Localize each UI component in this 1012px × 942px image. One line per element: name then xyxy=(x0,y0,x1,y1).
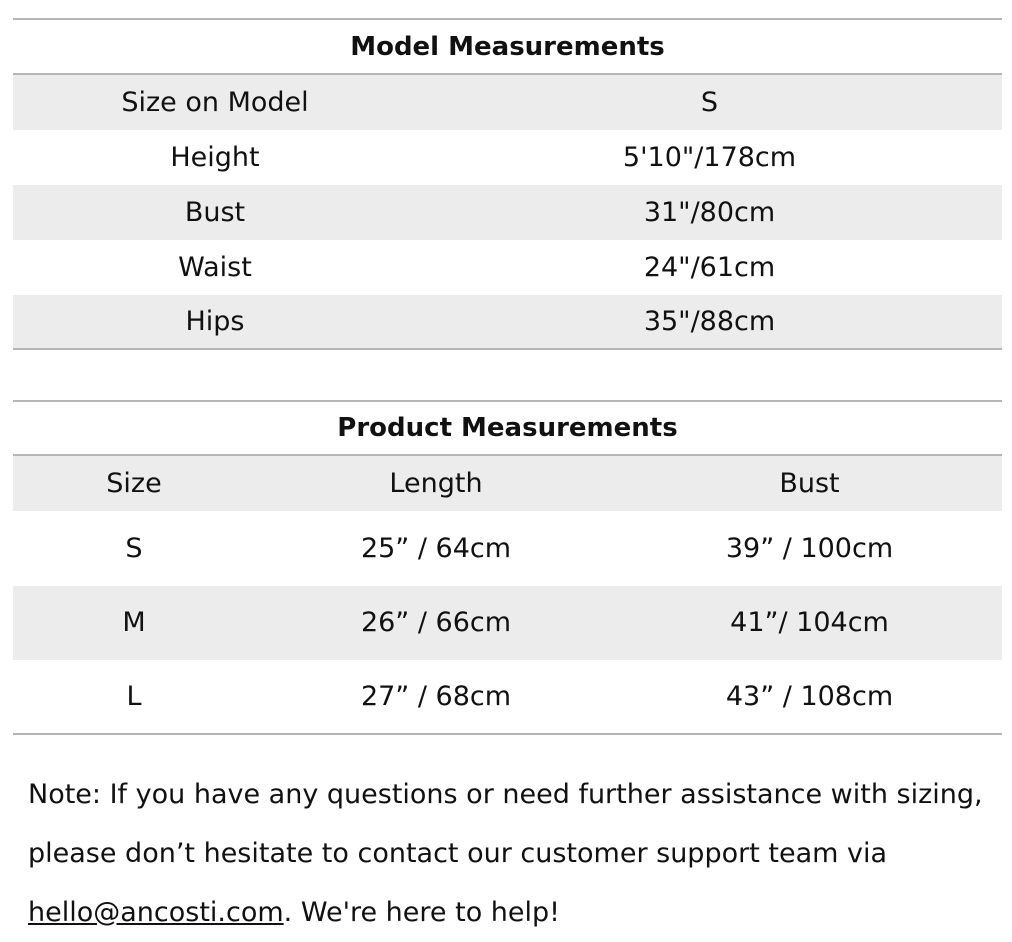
table-row xyxy=(13,75,1002,130)
column-header-length: Length xyxy=(389,468,483,499)
length-cell: 27” / 68cm xyxy=(360,680,512,712)
size-cell: S xyxy=(125,532,143,564)
bust-cell: 43” / 108cm xyxy=(725,680,894,712)
row-value: 35"/88cm xyxy=(643,306,776,337)
size-cell: L xyxy=(126,680,142,712)
column-header-size: Size xyxy=(106,468,162,499)
row-label: Bust xyxy=(184,197,246,228)
row-label: Size on Model xyxy=(121,87,309,118)
length-cell: 25” / 64cm xyxy=(360,532,512,564)
column-header-bust: Bust xyxy=(779,468,840,499)
row-value: 24"/61cm xyxy=(643,252,776,283)
table-row xyxy=(13,240,1002,295)
table-row xyxy=(13,295,1002,350)
row-label: Height xyxy=(170,142,260,173)
model-measurements-table xyxy=(13,18,1002,350)
row-label: Hips xyxy=(185,306,245,337)
length-cell: 26” / 66cm xyxy=(360,607,512,639)
sizing-note xyxy=(28,765,998,942)
table-row xyxy=(13,586,1002,661)
bust-cell: 41”/ 104cm xyxy=(730,607,889,639)
table-row xyxy=(13,185,1002,240)
model-measurements-title: Model Measurements xyxy=(13,18,1002,75)
row-value: 31"/80cm xyxy=(643,197,776,228)
size-cell: M xyxy=(122,607,146,639)
product-measurements-title: Product Measurements xyxy=(13,400,1002,456)
row-value: S xyxy=(700,87,719,118)
table-row xyxy=(13,130,1002,185)
bust-cell: 39” / 100cm xyxy=(725,532,894,564)
table-row xyxy=(13,660,1002,735)
table-row xyxy=(13,511,1002,586)
row-value: 5'10"/178cm xyxy=(622,142,797,173)
product-measurements-table xyxy=(13,400,1002,735)
note-text-end: . We're here to help! xyxy=(283,897,560,928)
note-text: Note: If you have any questions or need further assistance with sizing, please don’t hesitate to contact our customer support team via xyxy=(28,779,983,869)
support-email-link[interactable]: hello@ancosti.com xyxy=(28,897,284,928)
table-header-row xyxy=(13,456,1002,511)
row-label: Waist xyxy=(178,252,252,283)
